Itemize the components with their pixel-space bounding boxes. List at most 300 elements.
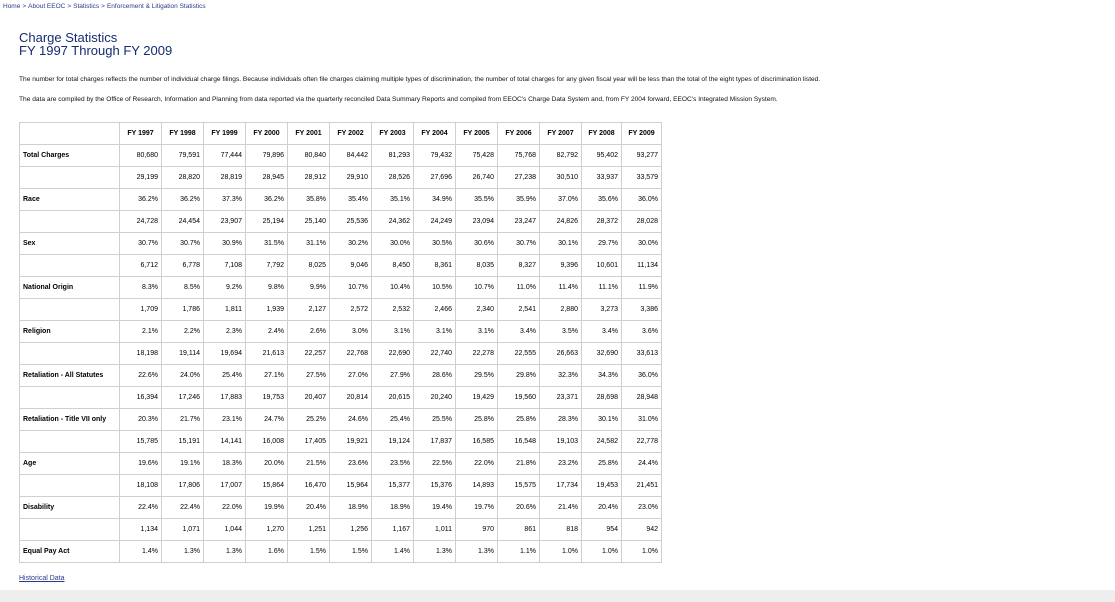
table-cell: 30.0% xyxy=(622,233,662,255)
table-cell: 34.3% xyxy=(582,365,622,387)
table-cell: 1,134 xyxy=(120,519,162,541)
table-cell: 31.5% xyxy=(246,233,288,255)
table-cell: 20.4% xyxy=(288,497,330,519)
table-cell: 29.7% xyxy=(582,233,622,255)
table-cell: 6,712 xyxy=(120,255,162,277)
table-cell: 35.8% xyxy=(288,189,330,211)
column-header: FY 2001 xyxy=(288,123,330,145)
table-cell: 15,785 xyxy=(120,431,162,453)
row-label xyxy=(20,299,120,321)
table-cell: 19.1% xyxy=(162,453,204,475)
table-cell: 2,466 xyxy=(414,299,456,321)
table-cell: 36.2% xyxy=(162,189,204,211)
table-cell: 22.0% xyxy=(204,497,246,519)
table-cell: 7,792 xyxy=(246,255,288,277)
table-cell: 8,361 xyxy=(414,255,456,277)
table-cell: 30.0% xyxy=(372,233,414,255)
table-cell: 36.2% xyxy=(120,189,162,211)
table-cell: 18.9% xyxy=(372,497,414,519)
table-cell: 1.0% xyxy=(540,541,582,563)
table-cell: 27,696 xyxy=(414,167,456,189)
table-cell: 3.0% xyxy=(330,321,372,343)
table-cell: 1,270 xyxy=(246,519,288,541)
table-cell: 27,238 xyxy=(498,167,540,189)
row-label: Disability xyxy=(20,497,120,519)
column-header: FY 2004 xyxy=(414,123,456,145)
table-cell: 34.9% xyxy=(414,189,456,211)
table-cell: 1.0% xyxy=(622,541,662,563)
table-cell: 30.2% xyxy=(330,233,372,255)
table-cell: 1.3% xyxy=(162,541,204,563)
table-row xyxy=(20,255,662,277)
table-cell: 32.3% xyxy=(540,365,582,387)
table-row xyxy=(20,145,662,167)
row-label xyxy=(20,519,120,541)
table-cell: 19,103 xyxy=(540,431,582,453)
table-cell: 19.6% xyxy=(120,453,162,475)
table-row xyxy=(20,519,662,541)
table-cell: 1,811 xyxy=(204,299,246,321)
table-cell: 9,396 xyxy=(540,255,582,277)
table-cell: 1,709 xyxy=(120,299,162,321)
table-cell: 19,453 xyxy=(582,475,622,497)
table-cell: 9.2% xyxy=(204,277,246,299)
table-cell: 75,768 xyxy=(498,145,540,167)
table-cell: 2.4% xyxy=(246,321,288,343)
table-cell: 3.4% xyxy=(498,321,540,343)
table-cell: 19,921 xyxy=(330,431,372,453)
column-header: FY 2000 xyxy=(246,123,288,145)
table-cell: 33,937 xyxy=(582,167,622,189)
table-cell: 23.1% xyxy=(204,409,246,431)
table-cell: 818 xyxy=(540,519,582,541)
table-row xyxy=(20,233,662,255)
table-cell: 29,910 xyxy=(330,167,372,189)
table-cell: 11.4% xyxy=(540,277,582,299)
table-cell: 28,912 xyxy=(288,167,330,189)
table-cell: 24,249 xyxy=(414,211,456,233)
row-label: Retaliation - All Statutes xyxy=(20,365,120,387)
table-cell: 6,778 xyxy=(162,255,204,277)
table-cell: 1.5% xyxy=(288,541,330,563)
table-cell: 35.6% xyxy=(582,189,622,211)
window-bottom-bar xyxy=(0,590,1115,602)
table-cell: 17,734 xyxy=(540,475,582,497)
table-cell: 19.7% xyxy=(456,497,498,519)
table-cell: 35.5% xyxy=(456,189,498,211)
table-row xyxy=(20,365,662,387)
table-cell: 19,560 xyxy=(498,387,540,409)
table-cell: 22.0% xyxy=(456,453,498,475)
table-cell: 21,613 xyxy=(246,343,288,365)
breadcrumb-link[interactable]: Statistics xyxy=(73,3,100,10)
page-title-line1: Charge Statistics xyxy=(19,30,118,45)
table-cell: 28,372 xyxy=(582,211,622,233)
breadcrumb-separator: > xyxy=(101,3,105,10)
table-cell: 21.4% xyxy=(540,497,582,519)
table-cell: 24,826 xyxy=(540,211,582,233)
table-cell: 970 xyxy=(456,519,498,541)
table-cell: 27.1% xyxy=(246,365,288,387)
column-header: FY 2008 xyxy=(582,123,622,145)
table-cell: 3.1% xyxy=(372,321,414,343)
table-cell: 1.6% xyxy=(246,541,288,563)
table-cell: 28,526 xyxy=(372,167,414,189)
intro-paragraph-1: The number for total charges reflects the number of individual charge filings. Because individuals often file charges claiming multiple types of discrimination, the number of total charges for any given fiscal year will be less than the total of the eight types of discrimination listed. xyxy=(19,76,821,83)
table-cell: 17,405 xyxy=(288,431,330,453)
table-cell: 77,444 xyxy=(204,145,246,167)
table-cell: 11.1% xyxy=(582,277,622,299)
table-cell: 19,753 xyxy=(246,387,288,409)
row-label: Sex xyxy=(20,233,120,255)
row-label xyxy=(20,431,120,453)
table-cell: 18,108 xyxy=(120,475,162,497)
table-cell: 15,376 xyxy=(414,475,456,497)
table-cell: 17,806 xyxy=(162,475,204,497)
page-title xyxy=(19,31,172,57)
column-header: FY 2005 xyxy=(456,123,498,145)
table-cell: 30.6% xyxy=(456,233,498,255)
table-cell: 75,428 xyxy=(456,145,498,167)
table-cell: 10.4% xyxy=(372,277,414,299)
table-corner-cell xyxy=(20,123,120,145)
table-cell: 21,451 xyxy=(622,475,662,497)
table-cell: 8.5% xyxy=(162,277,204,299)
table-cell: 3,273 xyxy=(582,299,622,321)
column-header: FY 2007 xyxy=(540,123,582,145)
table-cell: 21.7% xyxy=(162,409,204,431)
table-cell: 35.9% xyxy=(498,189,540,211)
table-cell: 2.6% xyxy=(288,321,330,343)
table-cell: 20,407 xyxy=(288,387,330,409)
row-label xyxy=(20,343,120,365)
table-row xyxy=(20,343,662,365)
table-cell: 19,124 xyxy=(372,431,414,453)
table-cell: 30.7% xyxy=(120,233,162,255)
table-row xyxy=(20,299,662,321)
table-row xyxy=(20,409,662,431)
table-cell: 2,572 xyxy=(330,299,372,321)
table-cell: 1.4% xyxy=(372,541,414,563)
table-cell: 1,071 xyxy=(162,519,204,541)
table-cell: 15,964 xyxy=(330,475,372,497)
table-cell: 37.0% xyxy=(540,189,582,211)
row-label: Retaliation - Title VII only xyxy=(20,409,120,431)
table-cell: 28.3% xyxy=(540,409,582,431)
table-cell: 1,044 xyxy=(204,519,246,541)
page-title-line2: FY 1997 Through FY 2009 xyxy=(19,43,173,58)
table-cell: 26,740 xyxy=(456,167,498,189)
table-cell: 36.0% xyxy=(622,189,662,211)
row-label: Total Charges xyxy=(20,145,120,167)
table-cell: 2,127 xyxy=(288,299,330,321)
table-cell: 25.8% xyxy=(498,409,540,431)
table-cell: 81,293 xyxy=(372,145,414,167)
table-cell: 23.6% xyxy=(330,453,372,475)
row-label xyxy=(20,167,120,189)
table-cell: 3.4% xyxy=(582,321,622,343)
table-cell: 11,134 xyxy=(622,255,662,277)
table-cell: 33,613 xyxy=(622,343,662,365)
table-cell: 29,199 xyxy=(120,167,162,189)
table-cell: 10.7% xyxy=(330,277,372,299)
table-cell: 14,893 xyxy=(456,475,498,497)
table-cell: 1,939 xyxy=(246,299,288,321)
table-cell: 24,728 xyxy=(120,211,162,233)
table-cell: 95,402 xyxy=(582,145,622,167)
table-header-row xyxy=(20,123,662,145)
table-cell: 15,191 xyxy=(162,431,204,453)
table-cell: 9,046 xyxy=(330,255,372,277)
table-row xyxy=(20,431,662,453)
table-cell: 16,548 xyxy=(498,431,540,453)
table-cell: 25.4% xyxy=(372,409,414,431)
table-cell: 27.5% xyxy=(288,365,330,387)
table-cell: 24,362 xyxy=(372,211,414,233)
table-cell: 25.5% xyxy=(414,409,456,431)
table-cell: 25.2% xyxy=(288,409,330,431)
table-cell: 10.7% xyxy=(456,277,498,299)
table-cell: 28,945 xyxy=(246,167,288,189)
table-cell: 2.3% xyxy=(204,321,246,343)
table-cell: 1.5% xyxy=(330,541,372,563)
table-cell: 2.2% xyxy=(162,321,204,343)
table-cell: 79,896 xyxy=(246,145,288,167)
table-cell: 24.7% xyxy=(246,409,288,431)
table-row xyxy=(20,453,662,475)
table-cell: 18,198 xyxy=(120,343,162,365)
table-cell: 10.5% xyxy=(414,277,456,299)
table-row xyxy=(20,277,662,299)
table-cell: 17,007 xyxy=(204,475,246,497)
row-label: Equal Pay Act xyxy=(20,541,120,563)
column-header: FY 1997 xyxy=(120,123,162,145)
table-cell: 1,167 xyxy=(372,519,414,541)
table-cell: 79,432 xyxy=(414,145,456,167)
breadcrumb-link[interactable]: Enforcement & Litigation Statistics xyxy=(106,3,206,10)
table-cell: 28,028 xyxy=(622,211,662,233)
table-cell: 9.8% xyxy=(246,277,288,299)
table-cell: 16,470 xyxy=(288,475,330,497)
table-cell: 28,948 xyxy=(622,387,662,409)
table-cell: 16,585 xyxy=(456,431,498,453)
breadcrumb-separator: > xyxy=(22,3,27,10)
table-row xyxy=(20,497,662,519)
table-cell: 30.7% xyxy=(498,233,540,255)
breadcrumb xyxy=(3,3,206,10)
table-cell: 1,011 xyxy=(414,519,456,541)
table-cell: 24,582 xyxy=(582,431,622,453)
table-cell: 24,454 xyxy=(162,211,204,233)
table-cell: 36.0% xyxy=(622,365,662,387)
table-cell: 25,194 xyxy=(246,211,288,233)
table-cell: 19,114 xyxy=(162,343,204,365)
table-cell: 3,386 xyxy=(622,299,662,321)
table-cell: 15,575 xyxy=(498,475,540,497)
column-header: FY 2009 xyxy=(622,123,662,145)
table-cell: 954 xyxy=(582,519,622,541)
table-cell: 31.1% xyxy=(288,233,330,255)
table-cell: 14,141 xyxy=(204,431,246,453)
historical-data-link[interactable]: Historical Data xyxy=(19,575,65,582)
table-cell: 1,786 xyxy=(162,299,204,321)
table-cell: 23.5% xyxy=(372,453,414,475)
table-cell: 2,340 xyxy=(456,299,498,321)
table-cell: 22.6% xyxy=(120,365,162,387)
table-cell: 15,377 xyxy=(372,475,414,497)
table-row xyxy=(20,211,662,233)
column-header: FY 2003 xyxy=(372,123,414,145)
row-label xyxy=(20,255,120,277)
table-cell: 82,792 xyxy=(540,145,582,167)
table-cell: 9.9% xyxy=(288,277,330,299)
table-cell: 22,740 xyxy=(414,343,456,365)
table-row xyxy=(20,321,662,343)
table-row xyxy=(20,541,662,563)
table-cell: 28,698 xyxy=(582,387,622,409)
table-cell: 28.6% xyxy=(414,365,456,387)
table-cell: 1.0% xyxy=(582,541,622,563)
table-row xyxy=(20,387,662,409)
table-cell: 7,108 xyxy=(204,255,246,277)
table-cell: 33,579 xyxy=(622,167,662,189)
table-cell: 16,008 xyxy=(246,431,288,453)
table-cell: 84,442 xyxy=(330,145,372,167)
table-cell: 24.0% xyxy=(162,365,204,387)
table-cell: 20,615 xyxy=(372,387,414,409)
table-cell: 20,814 xyxy=(330,387,372,409)
table-cell: 22,690 xyxy=(372,343,414,365)
table-cell: 25.4% xyxy=(204,365,246,387)
table-cell: 10,601 xyxy=(582,255,622,277)
table-cell: 25.8% xyxy=(456,409,498,431)
table-cell: 18.3% xyxy=(204,453,246,475)
row-label: Age xyxy=(20,453,120,475)
table-cell: 25.8% xyxy=(582,453,622,475)
table-cell: 2.1% xyxy=(120,321,162,343)
table-cell: 1.1% xyxy=(498,541,540,563)
breadcrumb-separator: > xyxy=(67,3,72,10)
row-label xyxy=(20,211,120,233)
charge-statistics-table xyxy=(19,122,662,563)
row-label: Religion xyxy=(20,321,120,343)
table-cell: 8,025 xyxy=(288,255,330,277)
table-cell: 22.5% xyxy=(414,453,456,475)
table-cell: 20.3% xyxy=(120,409,162,431)
table-cell: 22,257 xyxy=(288,343,330,365)
column-header: FY 2006 xyxy=(498,123,540,145)
table-cell: 17,837 xyxy=(414,431,456,453)
table-cell: 1,256 xyxy=(330,519,372,541)
table-cell: 8.3% xyxy=(120,277,162,299)
table-cell: 1.4% xyxy=(120,541,162,563)
table-cell: 19,429 xyxy=(456,387,498,409)
table-cell: 30.7% xyxy=(162,233,204,255)
table-cell: 29.8% xyxy=(498,365,540,387)
table-cell: 29.5% xyxy=(456,365,498,387)
table-cell: 1.3% xyxy=(414,541,456,563)
table-cell: 28,819 xyxy=(204,167,246,189)
table-cell: 3.1% xyxy=(456,321,498,343)
table-cell: 23.0% xyxy=(622,497,662,519)
table-cell: 32,690 xyxy=(582,343,622,365)
table-cell: 20.4% xyxy=(582,497,622,519)
table-cell: 22,555 xyxy=(498,343,540,365)
table-cell: 3.6% xyxy=(622,321,662,343)
table-cell: 35.4% xyxy=(330,189,372,211)
table-cell: 20.6% xyxy=(498,497,540,519)
table-cell: 23,094 xyxy=(456,211,498,233)
table-cell: 35.1% xyxy=(372,189,414,211)
table-cell: 942 xyxy=(622,519,662,541)
table-cell: 30.5% xyxy=(414,233,456,255)
table-cell: 27.0% xyxy=(330,365,372,387)
table-cell: 2,541 xyxy=(498,299,540,321)
table-cell: 20,240 xyxy=(414,387,456,409)
table-cell: 18.9% xyxy=(330,497,372,519)
table-cell: 1.3% xyxy=(204,541,246,563)
column-header: FY 1998 xyxy=(162,123,204,145)
table-cell: 23,907 xyxy=(204,211,246,233)
table-cell: 19.4% xyxy=(414,497,456,519)
table-cell: 80,840 xyxy=(288,145,330,167)
table-cell: 27.9% xyxy=(372,365,414,387)
table-cell: 28,820 xyxy=(162,167,204,189)
table-cell: 30.1% xyxy=(540,233,582,255)
table-cell: 11.9% xyxy=(622,277,662,299)
table-row xyxy=(20,167,662,189)
table-row xyxy=(20,189,662,211)
table-cell: 93,277 xyxy=(622,145,662,167)
table-cell: 30.1% xyxy=(582,409,622,431)
column-header: FY 1999 xyxy=(204,123,246,145)
breadcrumb-link[interactable]: About EEOC xyxy=(28,3,66,10)
table-cell: 24.4% xyxy=(622,453,662,475)
row-label xyxy=(20,475,120,497)
column-header: FY 2002 xyxy=(330,123,372,145)
table-cell: 26,663 xyxy=(540,343,582,365)
table-cell: 2,532 xyxy=(372,299,414,321)
table-cell: 15,864 xyxy=(246,475,288,497)
table-cell: 2,880 xyxy=(540,299,582,321)
table-row xyxy=(20,475,662,497)
table-cell: 30.9% xyxy=(204,233,246,255)
table-cell: 79,591 xyxy=(162,145,204,167)
table-cell: 31.0% xyxy=(622,409,662,431)
table-cell: 37.3% xyxy=(204,189,246,211)
table-cell: 22,778 xyxy=(622,431,662,453)
table-cell: 80,680 xyxy=(120,145,162,167)
table-cell: 16,394 xyxy=(120,387,162,409)
table-cell: 1.3% xyxy=(456,541,498,563)
table-cell: 23,371 xyxy=(540,387,582,409)
table-cell: 25,140 xyxy=(288,211,330,233)
table-cell: 3.5% xyxy=(540,321,582,343)
table-cell: 22,768 xyxy=(330,343,372,365)
table-cell: 8,035 xyxy=(456,255,498,277)
table-cell: 1,251 xyxy=(288,519,330,541)
table-cell: 23,247 xyxy=(498,211,540,233)
table-cell: 24.6% xyxy=(330,409,372,431)
table-cell: 19,694 xyxy=(204,343,246,365)
table-cell: 23.2% xyxy=(540,453,582,475)
table-cell: 36.2% xyxy=(246,189,288,211)
table-cell: 20.0% xyxy=(246,453,288,475)
row-label: Race xyxy=(20,189,120,211)
breadcrumb-link[interactable]: Home xyxy=(3,3,21,10)
table-cell: 17,246 xyxy=(162,387,204,409)
table-cell: 30,510 xyxy=(540,167,582,189)
